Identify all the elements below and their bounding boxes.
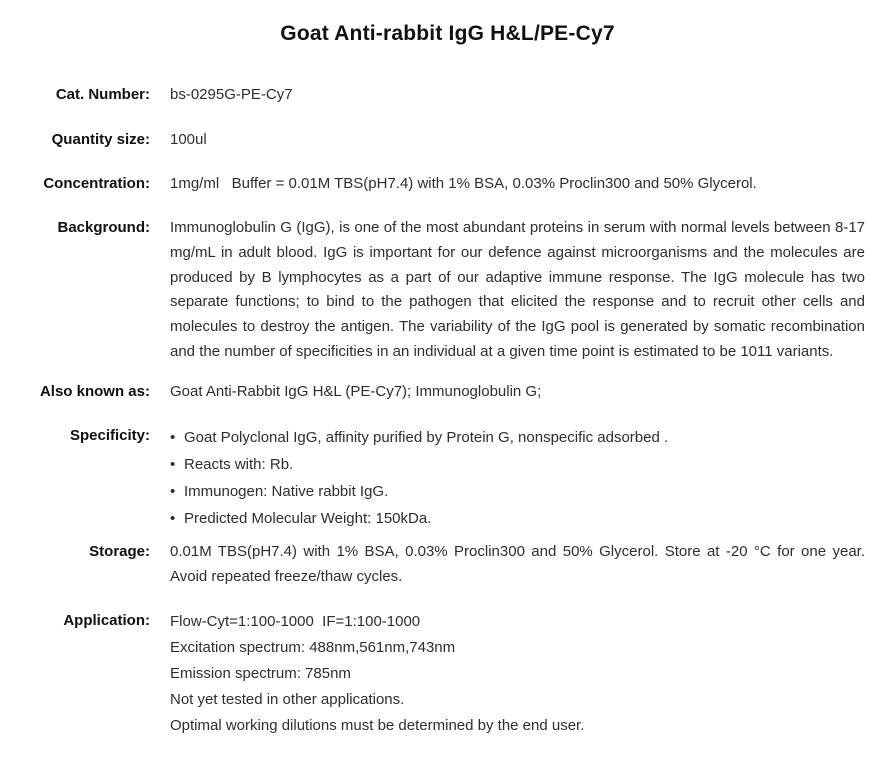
concentration-value: 1mg/ml Buffer = 0.01M TBS(pH7.4) with 1% BSA, 0.03% Proclin300 and 50% Glycerol. bbox=[170, 175, 757, 193]
field-row-specificity bbox=[0, 424, 895, 532]
storage-label: Storage: bbox=[89, 543, 150, 561]
storage-value: 0.01M TBS(pH7.4) with 1% BSA, 0.03% Proclin300 and 50% Glycerol. Store at -20 °C for one year. Avoid repeated freeze/thaw cycles. bbox=[170, 543, 865, 585]
field-row-background bbox=[0, 216, 895, 364]
specificity-bullet-item: • Predicted Molecular Weight: 150kDa. bbox=[170, 505, 865, 532]
specificity-bullet-item: • Reacts with: Rb. bbox=[170, 451, 865, 478]
cat-number-value: bs-0295G-PE-Cy7 bbox=[170, 86, 293, 103]
application-line: Not yet tested in other applications. bbox=[170, 691, 405, 709]
also-known-as-value: Goat Anti-Rabbit IgG H&L (PE-Cy7); Immunoglobulin G; bbox=[170, 383, 542, 401]
cat-number-label: Cat. Number: bbox=[55, 86, 150, 103]
quantity-size-label: Quantity size: bbox=[51, 130, 150, 148]
also-known-as-label: Also known as: bbox=[39, 383, 150, 401]
page-title: Goat Anti-rabbit IgG H&L/PE-Cy7 bbox=[280, 22, 615, 45]
field-row-application bbox=[0, 609, 895, 739]
application-line: Flow-Cyt=1:100-1000 IF=1:100-1000 bbox=[170, 613, 421, 631]
application-line: Optimal working dilutions must be determined by the end user. bbox=[170, 717, 585, 735]
specificity-bullet-item: • Immunogen: Native rabbit IgG. bbox=[170, 478, 865, 505]
specificity-bullet-list bbox=[170, 424, 865, 532]
application-label: Application: bbox=[63, 612, 150, 630]
specificity-bullet-item: • Goat Polyclonal IgG, affinity purified by Protein G, nonspecific adsorbed . bbox=[170, 424, 865, 451]
background-label: Background: bbox=[57, 219, 150, 237]
specificity-label: Specificity: bbox=[69, 427, 150, 445]
field-row-concentration bbox=[0, 172, 895, 197]
concentration-label: Concentration: bbox=[43, 175, 150, 193]
field-row-cat-number bbox=[0, 83, 895, 108]
quantity-size-value: 100ul bbox=[170, 130, 207, 148]
field-row-also-known-as bbox=[0, 380, 895, 405]
application-line: Emission spectrum: 785nm bbox=[170, 665, 351, 683]
application-line: Excitation spectrum: 488nm,561nm,743nm bbox=[170, 639, 456, 657]
application-lines bbox=[170, 609, 865, 739]
background-value: Immunoglobulin G (IgG), is one of the most abundant proteins in serum with normal levels between 8-17 mg/mL in adult blood. IgG is important for our defence against microorganisms and the molecules are produced by B lymphocytes as a part of our adaptive immune response. The IgG molecule has two separate functions; to bind to the pathogen that elicited the response and to recruit other cells and molecules to destroy the antigen. The variability of the IgG pool is generated by somatic recombination and the number of specificities in an individual at a given time point is estimated to be 1011 variants. bbox=[170, 219, 865, 360]
field-row-quantity-size bbox=[0, 128, 895, 153]
field-row-storage bbox=[0, 540, 895, 589]
